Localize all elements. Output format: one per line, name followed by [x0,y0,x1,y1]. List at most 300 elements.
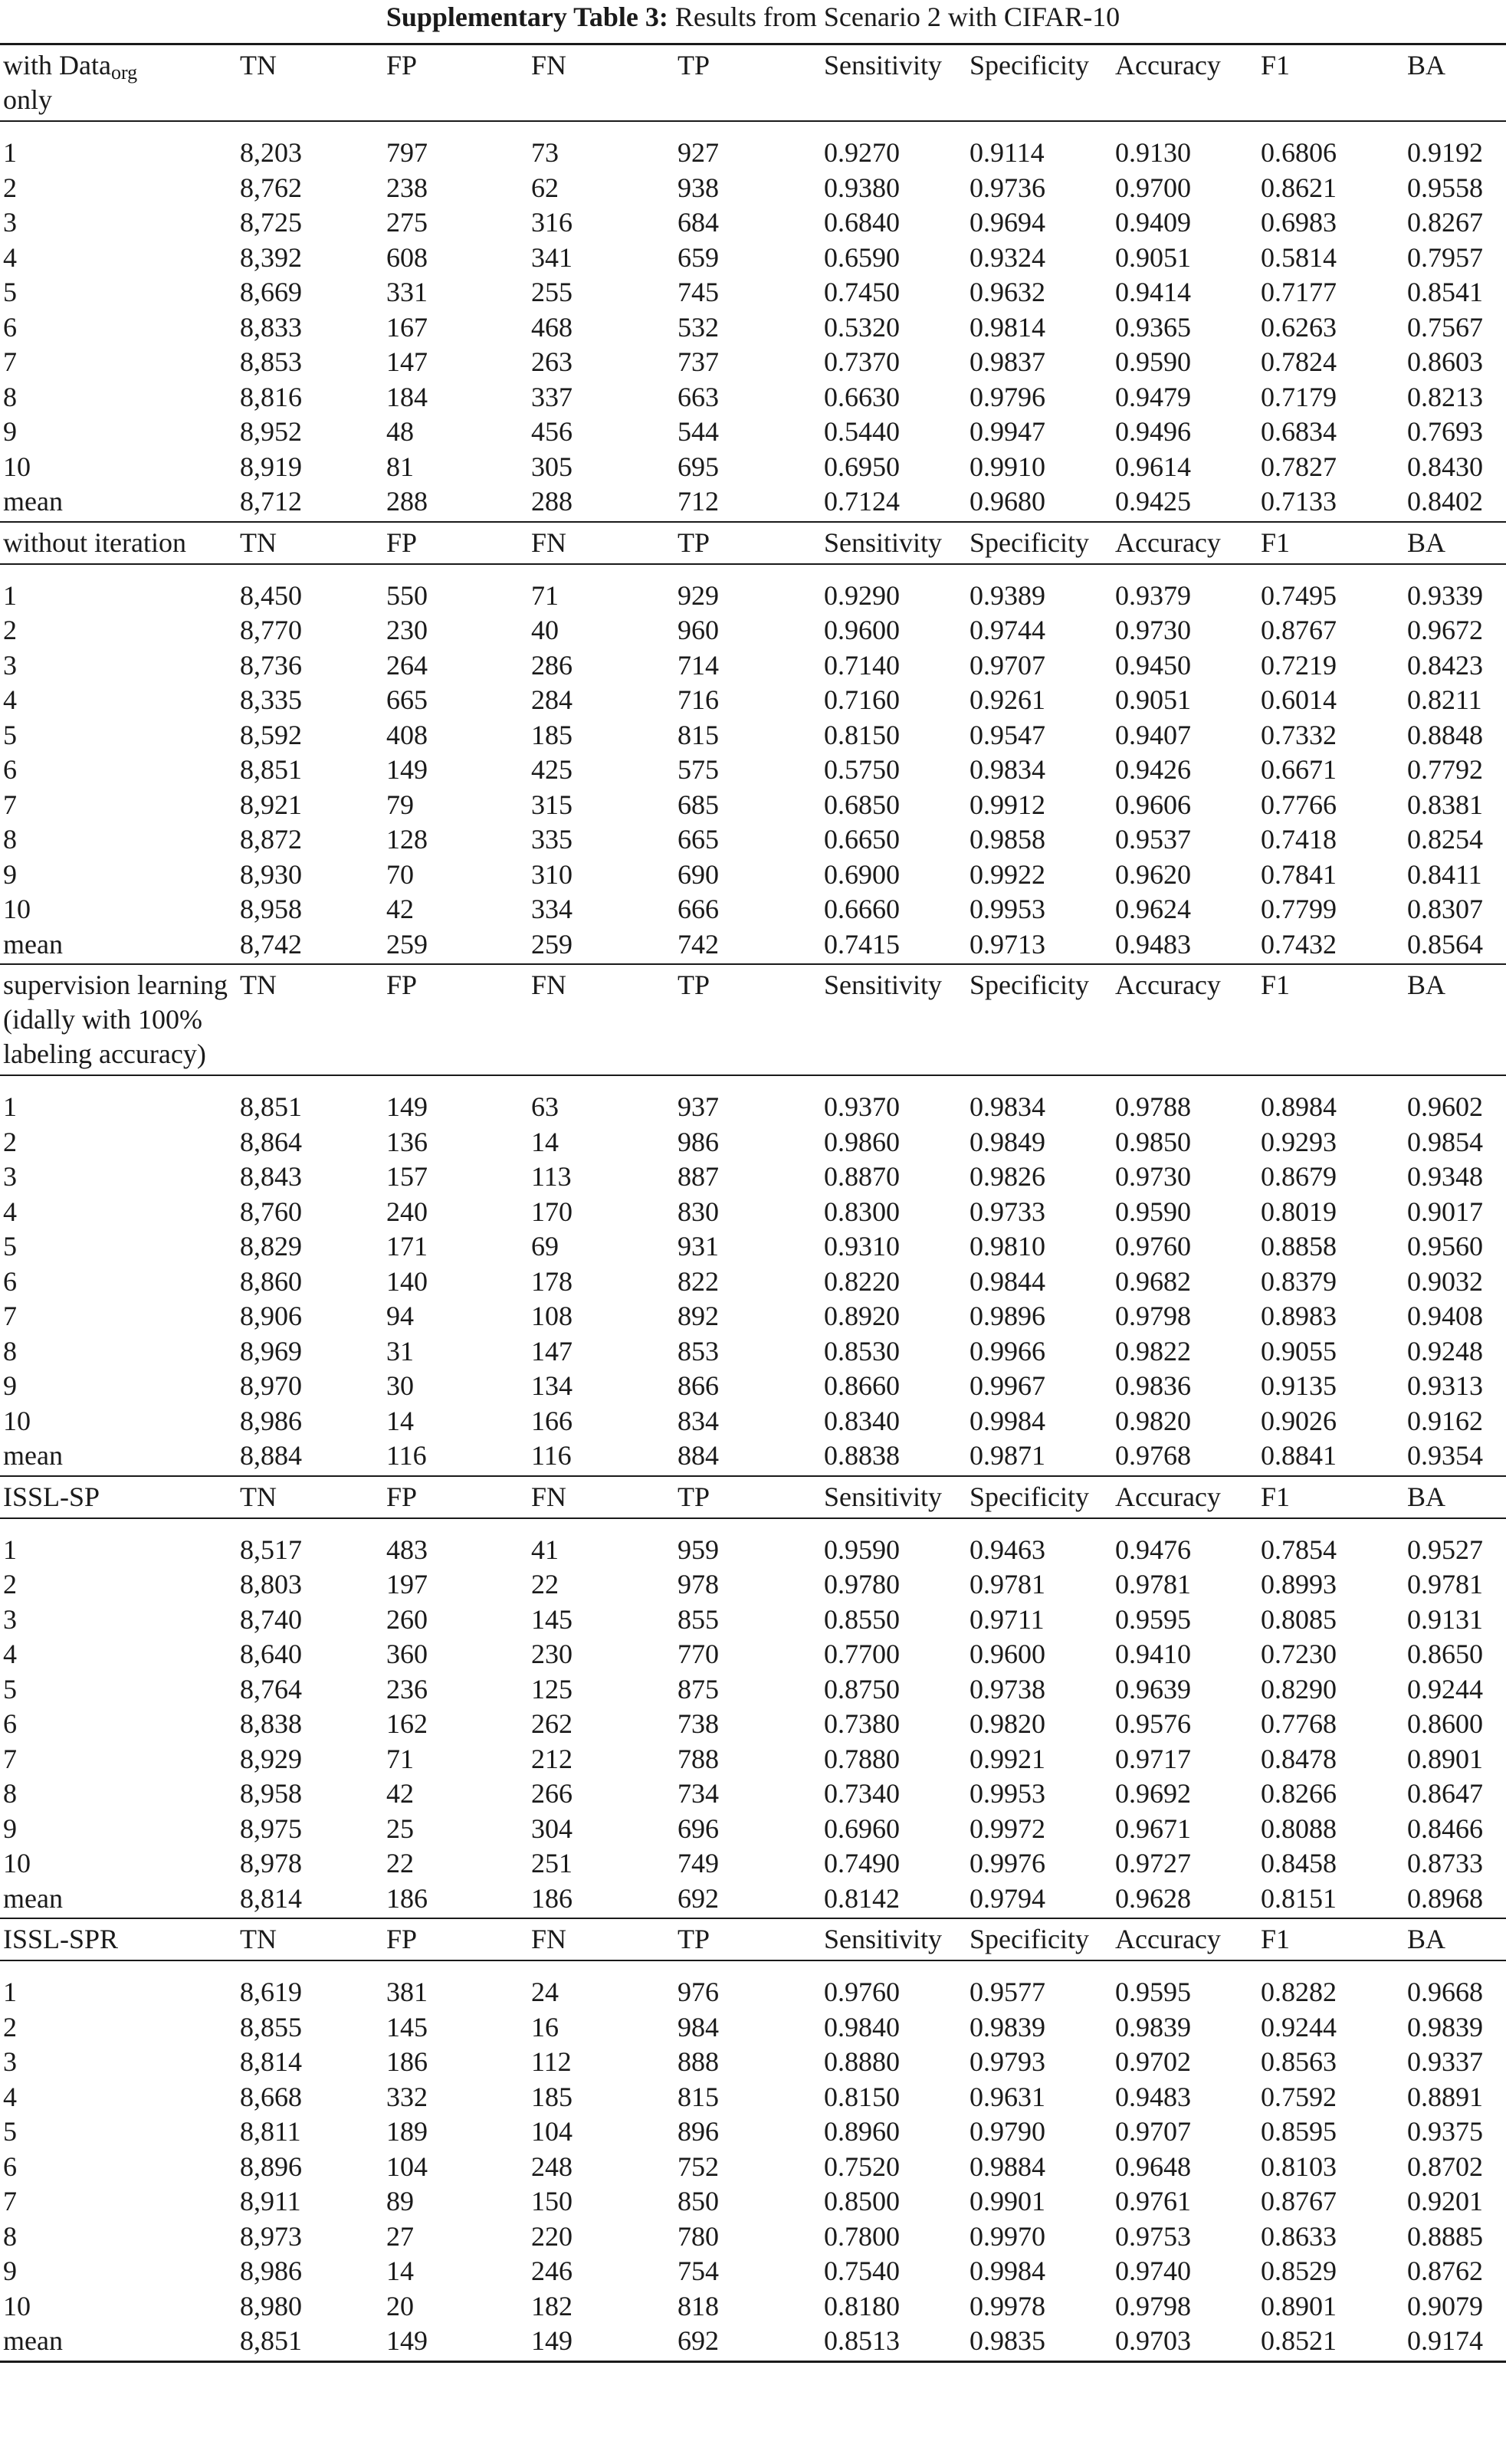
value-cell: 0.8220 [824,1265,900,1297]
column-header: Specificity [966,522,1112,564]
run-label-cell: 2 [3,1126,17,1157]
value-cell: 341 [531,241,573,273]
run-label-cell: 5 [3,2116,17,2147]
value-cell: 337 [531,381,573,412]
value-cell: 255 [531,277,573,307]
run-label-cell: 4 [3,1639,17,1669]
group-label [0,522,237,564]
table-row [0,1603,1506,1638]
value-cell: 0.8993 [1261,1569,1337,1599]
value-cell: 20 [386,2290,414,2321]
run-label-cell: 8 [3,1778,17,1809]
run-label-cell: 3 [3,1603,17,1635]
run-label-cell: 4 [3,1196,17,1227]
value-cell: 48 [386,416,414,447]
run-label-cell: 7 [3,1301,17,1331]
run-label-cell: 9 [3,1370,17,1401]
value-cell: 284 [531,684,573,715]
value-cell: 0.9826 [970,1161,1045,1192]
value-cell: 754 [678,2256,719,2286]
value-cell: 0.8563 [1261,2046,1337,2077]
value-cell: 797 [386,137,428,168]
table-row [0,1369,1506,1404]
value-cell: 0.9365 [1115,311,1191,343]
value-cell: 0.8564 [1404,927,1506,965]
value-cell: 0.9671 [1115,1813,1191,1844]
value-cell: 0.9324 [970,241,1045,273]
run-label-cell: 1 [3,579,17,611]
value-cell: 69 [531,1231,559,1262]
value-cell: 0.8211 [1407,684,1482,715]
value-cell: 8,969 [240,1335,302,1367]
run-label-cell: 1 [3,1534,17,1565]
table-row [0,1229,1506,1265]
run-label-cell: 3 [3,207,17,238]
value-cell: 108 [531,1301,573,1331]
value-cell: 316 [531,207,573,238]
value-cell: 0.7370 [824,346,900,377]
value-cell: 0.8150 [824,719,900,750]
value-cell: 238 [386,172,428,203]
value-cell: 0.8767 [1261,615,1337,645]
value-cell: 0.8633 [1261,2220,1337,2252]
value-cell: 150 [531,2186,573,2216]
value-cell: 0.8891 [1407,2081,1483,2112]
run-label-cell: 10 [3,451,31,482]
value-cell: 332 [386,2081,428,2112]
group-name-subscript: org [110,61,138,84]
value-cell: 0.7700 [824,1639,900,1669]
value-cell: 128 [386,824,428,855]
value-cell: 0.8213 [1407,381,1483,412]
value-cell: 63 [531,1091,559,1122]
table-row [0,1960,1506,2010]
value-cell: 315 [531,789,573,820]
value-cell: 171 [386,1231,428,1262]
value-cell: 186 [383,1882,528,1919]
value-cell: 0.8968 [1404,1882,1506,1919]
run-label-cell: 7 [3,346,17,377]
table-row [0,2324,1506,2361]
value-cell: 112 [531,2046,572,2077]
value-cell: 0.9680 [966,484,1112,522]
value-cell: 834 [678,1405,719,1436]
value-cell: 0.9375 [1407,2116,1483,2147]
value-cell: 116 [528,1439,674,1476]
value-cell: 853 [678,1335,719,1367]
value-cell: 659 [678,241,719,273]
value-cell: 0.7567 [1407,311,1483,343]
value-cell: 692 [674,2324,821,2361]
run-label-cell: 2 [3,615,17,645]
value-cell: 8,851 [237,2324,383,2361]
value-cell: 666 [678,894,719,924]
value-cell: 0.9051 [1115,684,1191,715]
value-cell: 0.8984 [1261,1091,1337,1122]
value-cell: 0.9976 [970,1848,1045,1878]
value-cell: 8,640 [240,1639,302,1669]
table-row [0,2115,1506,2150]
value-cell: 0.8254 [1407,824,1483,855]
value-cell: 0.8660 [824,1370,900,1401]
value-cell: 0.9414 [1115,277,1191,307]
value-cell: 184 [386,381,428,412]
group-label [0,1918,237,1960]
value-cell: 186 [528,1882,674,1919]
column-header: FP [383,1476,528,1518]
value-cell: 0.9796 [970,381,1045,412]
column-header: BA [1404,44,1506,122]
value-cell: 22 [386,1848,414,1878]
value-cell: 0.9558 [1407,172,1483,203]
value-cell: 8,736 [240,649,302,681]
value-cell: 0.9537 [1115,824,1191,855]
value-cell: 0.9814 [970,311,1045,343]
value-cell: 286 [531,649,573,681]
value-cell: 532 [678,311,719,343]
value-cell: 0.8762 [1407,2256,1483,2286]
table-row [0,1518,1506,1568]
value-cell: 0.9600 [824,615,900,645]
value-cell: 0.9624 [1115,894,1191,924]
column-header: FP [383,964,528,1075]
value-cell: 0.9290 [824,579,900,611]
value-cell: 145 [531,1603,573,1635]
value-cell: 0.7490 [824,1848,900,1878]
value-cell: 0.8960 [824,2116,900,2147]
column-header: BA [1404,1918,1506,1960]
value-cell: 0.9984 [970,2256,1045,2286]
value-cell: 0.9780 [824,1569,900,1599]
value-cell: 0.9790 [970,2116,1045,2147]
run-label-cell: mean [0,2324,237,2361]
value-cell: 0.9682 [1115,1265,1191,1297]
value-cell: 483 [386,1534,428,1565]
value-cell: 0.9730 [1115,1161,1191,1192]
value-cell: 8,762 [240,172,302,203]
value-cell: 0.6671 [1261,754,1337,785]
group-name: without iteration [3,527,186,558]
value-cell: 0.9590 [1115,346,1191,377]
value-cell: 0.7179 [1261,381,1337,412]
value-cell: 788 [678,1743,719,1774]
column-header: Specificity [966,1476,1112,1518]
value-cell: 0.9310 [824,1231,900,1262]
table-row [0,345,1506,380]
value-cell: 0.8733 [1407,1848,1483,1878]
value-cell: 0.9496 [1115,416,1191,447]
value-cell: 189 [386,2116,428,2147]
value-cell: 8,811 [240,2116,301,2147]
run-label-cell: 5 [3,719,17,750]
value-cell: 8,896 [240,2151,302,2182]
table-row [0,1439,1506,1476]
value-cell: 259 [383,927,528,965]
value-cell: 30 [386,1370,414,1401]
value-cell: 8,669 [240,277,302,307]
value-cell: 0.7160 [824,684,900,715]
value-cell: 262 [531,1708,573,1739]
run-label-cell: mean [0,484,237,522]
value-cell: 0.9839 [1115,2011,1191,2042]
value-cell: 0.7133 [1258,484,1404,522]
table-row [0,1160,1506,1195]
value-cell: 690 [678,858,719,890]
table-row [0,858,1506,893]
value-cell: 8,980 [240,2290,302,2321]
value-cell: 0.6263 [1261,311,1337,343]
value-cell: 145 [386,2011,428,2042]
value-cell: 0.9798 [1115,1301,1191,1331]
value-cell: 0.9733 [970,1196,1045,1227]
value-cell: 8,814 [240,2046,302,2077]
value-cell: 0.8019 [1261,1196,1337,1227]
value-cell: 0.9947 [970,416,1045,447]
column-header: F1 [1258,1476,1404,1518]
value-cell: 0.6900 [824,858,900,890]
value-cell: 0.8500 [824,2186,900,2216]
run-label-cell: 1 [3,137,17,168]
value-cell: 8,816 [240,381,302,412]
table-row [0,788,1506,823]
value-cell: 0.9835 [966,2324,1112,2361]
value-cell: 0.6806 [1261,137,1337,168]
table-row [0,1637,1506,1672]
value-cell: 0.9410 [1115,1639,1191,1669]
value-cell: 0.9967 [970,1370,1045,1401]
value-cell: 976 [678,1977,719,2007]
table-row [0,1299,1506,1334]
value-cell: 0.8920 [824,1301,900,1331]
value-cell: 695 [678,451,719,482]
value-cell: 0.6660 [824,894,900,924]
group-header-row [0,522,1506,564]
value-cell: 0.9717 [1115,1743,1191,1774]
value-cell: 0.9692 [1115,1778,1191,1809]
value-cell: 0.9761 [1115,2186,1191,2216]
value-cell: 263 [531,346,573,377]
group-name: with Data [3,50,111,80]
value-cell: 125 [531,1673,573,1704]
value-cell: 73 [531,137,559,168]
results-table-body [0,44,1506,2362]
value-cell: 0.7495 [1261,579,1337,611]
value-cell: 8,970 [240,1370,302,1401]
value-cell: 0.7432 [1258,927,1404,965]
table-row [0,1742,1506,1777]
value-cell: 220 [531,2220,573,2252]
value-cell: 959 [678,1534,719,1565]
value-cell: 236 [386,1673,428,1704]
column-header: F1 [1258,1918,1404,1960]
value-cell: 8,712 [237,484,383,522]
value-cell: 62 [531,172,559,203]
value-cell: 8,668 [240,2081,302,2112]
value-cell: 0.8841 [1258,1439,1404,1476]
value-cell: 0.7450 [824,277,900,307]
value-cell: 331 [386,277,428,307]
value-cell: 0.8085 [1261,1603,1337,1635]
value-cell: 685 [678,789,719,820]
value-cell: 0.9860 [824,1126,900,1157]
table-row [0,1846,1506,1882]
value-cell: 0.9850 [1115,1126,1191,1157]
table-row [0,241,1506,276]
value-cell: 866 [678,1370,719,1401]
value-cell: 830 [678,1196,719,1227]
value-cell: 0.9760 [1115,1231,1191,1262]
column-header: FP [383,44,528,122]
value-cell: 550 [386,579,428,611]
value-cell: 0.9912 [970,789,1045,820]
value-cell: 0.9984 [970,1405,1045,1436]
value-cell: 8,978 [240,1848,302,1878]
value-cell: 0.9781 [1407,1569,1483,1599]
value-cell: 0.9354 [1404,1439,1506,1476]
value-cell: 937 [678,1091,719,1122]
table-row [0,1075,1506,1125]
value-cell: 896 [678,2116,719,2147]
run-label-cell: 5 [3,277,17,307]
value-cell: 0.9730 [1115,615,1191,645]
column-header: Accuracy [1112,1476,1258,1518]
column-header: Specificity [966,44,1112,122]
value-cell: 0.8150 [824,2081,900,2112]
value-cell: 0.9450 [1115,649,1191,681]
value-cell: 0.9602 [1407,1091,1483,1122]
value-cell: 8,838 [240,1708,302,1739]
value-cell: 41 [531,1534,559,1565]
value-cell: 0.9547 [970,719,1045,750]
group-header-row [0,964,1506,1075]
value-cell: 0.6590 [824,241,900,273]
column-header: Sensitivity [821,44,966,122]
value-cell: 0.8702 [1407,2151,1483,2182]
value-cell: 745 [678,277,719,307]
value-cell: 8,975 [240,1813,302,1844]
value-cell: 0.7841 [1261,858,1337,890]
table-row [0,753,1506,788]
value-cell: 665 [386,684,428,715]
value-cell: 157 [386,1161,428,1192]
value-cell: 185 [531,2081,573,2112]
value-cell: 742 [674,927,821,965]
table-row [0,275,1506,310]
value-cell: 240 [386,1196,428,1227]
value-cell: 0.8180 [824,2290,900,2321]
value-cell: 230 [386,615,428,645]
value-cell: 0.8983 [1261,1301,1337,1331]
value-cell: 8,829 [240,1231,302,1262]
value-cell: 8,803 [240,1569,302,1599]
value-cell: 892 [678,1301,719,1331]
value-cell: 0.6834 [1261,416,1337,447]
value-cell: 0.8621 [1261,172,1337,203]
value-cell: 8,725 [240,207,302,238]
run-label-cell: 10 [3,1405,31,1436]
run-label-cell: 3 [3,2046,17,2077]
group-label [0,1476,237,1518]
value-cell: 0.7766 [1261,789,1337,820]
value-cell: 0.9577 [970,1977,1045,2007]
value-cell: 0.8379 [1261,1265,1337,1297]
value-cell: 0.9700 [1115,172,1191,203]
value-cell: 0.9032 [1407,1265,1483,1297]
value-cell: 304 [531,1813,573,1844]
value-cell: 0.9192 [1407,137,1483,168]
value-cell: 8,930 [240,858,302,890]
table-caption [0,0,1506,35]
table-row [0,1812,1506,1847]
value-cell: 0.9694 [970,207,1045,238]
value-cell: 147 [386,346,428,377]
value-cell: 0.9820 [970,1708,1045,1739]
value-cell: 425 [531,754,573,785]
table-row [0,310,1506,346]
value-cell: 197 [386,1569,428,1599]
value-cell: 0.9174 [1404,2324,1506,2361]
value-cell: 0.9713 [966,927,1112,965]
value-cell: 0.9727 [1115,1848,1191,1878]
value-cell: 8,450 [240,579,302,611]
run-label-cell: mean [0,927,237,965]
value-cell: 0.9600 [970,1639,1045,1669]
value-cell: 0.9595 [1115,1603,1191,1635]
value-cell: 0.9711 [970,1603,1045,1635]
value-cell: 24 [531,1977,559,2007]
value-cell: 0.8478 [1261,1743,1337,1774]
column-header: FN [528,1476,674,1518]
value-cell: 0.9810 [970,1231,1045,1262]
value-cell: 116 [383,1439,528,1476]
table-row [0,822,1506,858]
table-row [0,2254,1506,2289]
value-cell: 714 [678,649,719,681]
column-header: FN [528,44,674,122]
value-cell: 0.6850 [824,789,900,820]
table-row [0,171,1506,206]
caption-label: Supplementary Table 3: [386,2,668,32]
value-cell: 0.9788 [1115,1091,1191,1122]
value-cell: 0.9736 [970,172,1045,203]
value-cell: 0.9753 [1115,2220,1191,2252]
table-row [0,1334,1506,1370]
value-cell: 8,740 [240,1603,302,1635]
value-cell: 14 [531,1126,559,1157]
value-cell: 8,921 [240,789,302,820]
value-cell: 749 [678,1848,719,1878]
group-header-row [0,1918,1506,1960]
table-row [0,450,1506,485]
value-cell: 0.8603 [1407,346,1483,377]
results-table [0,43,1506,2363]
run-label-cell: 10 [3,894,31,924]
column-header: TN [237,964,383,1075]
value-cell: 0.5750 [824,754,900,785]
value-cell: 0.9595 [1115,1977,1191,2007]
value-cell: 8,986 [240,2256,302,2286]
value-cell: 147 [531,1335,573,1367]
value-cell: 0.8530 [824,1335,900,1367]
value-cell: 8,952 [240,416,302,447]
group-name-suffix: only [3,84,53,115]
value-cell: 0.9798 [1115,2290,1191,2321]
run-label-cell: 1 [3,1977,17,2007]
value-cell: 0.9407 [1115,719,1191,750]
value-cell: 0.8513 [821,2324,966,2361]
value-cell: 0.9379 [1115,579,1191,611]
value-cell: 0.8266 [1261,1778,1337,1809]
